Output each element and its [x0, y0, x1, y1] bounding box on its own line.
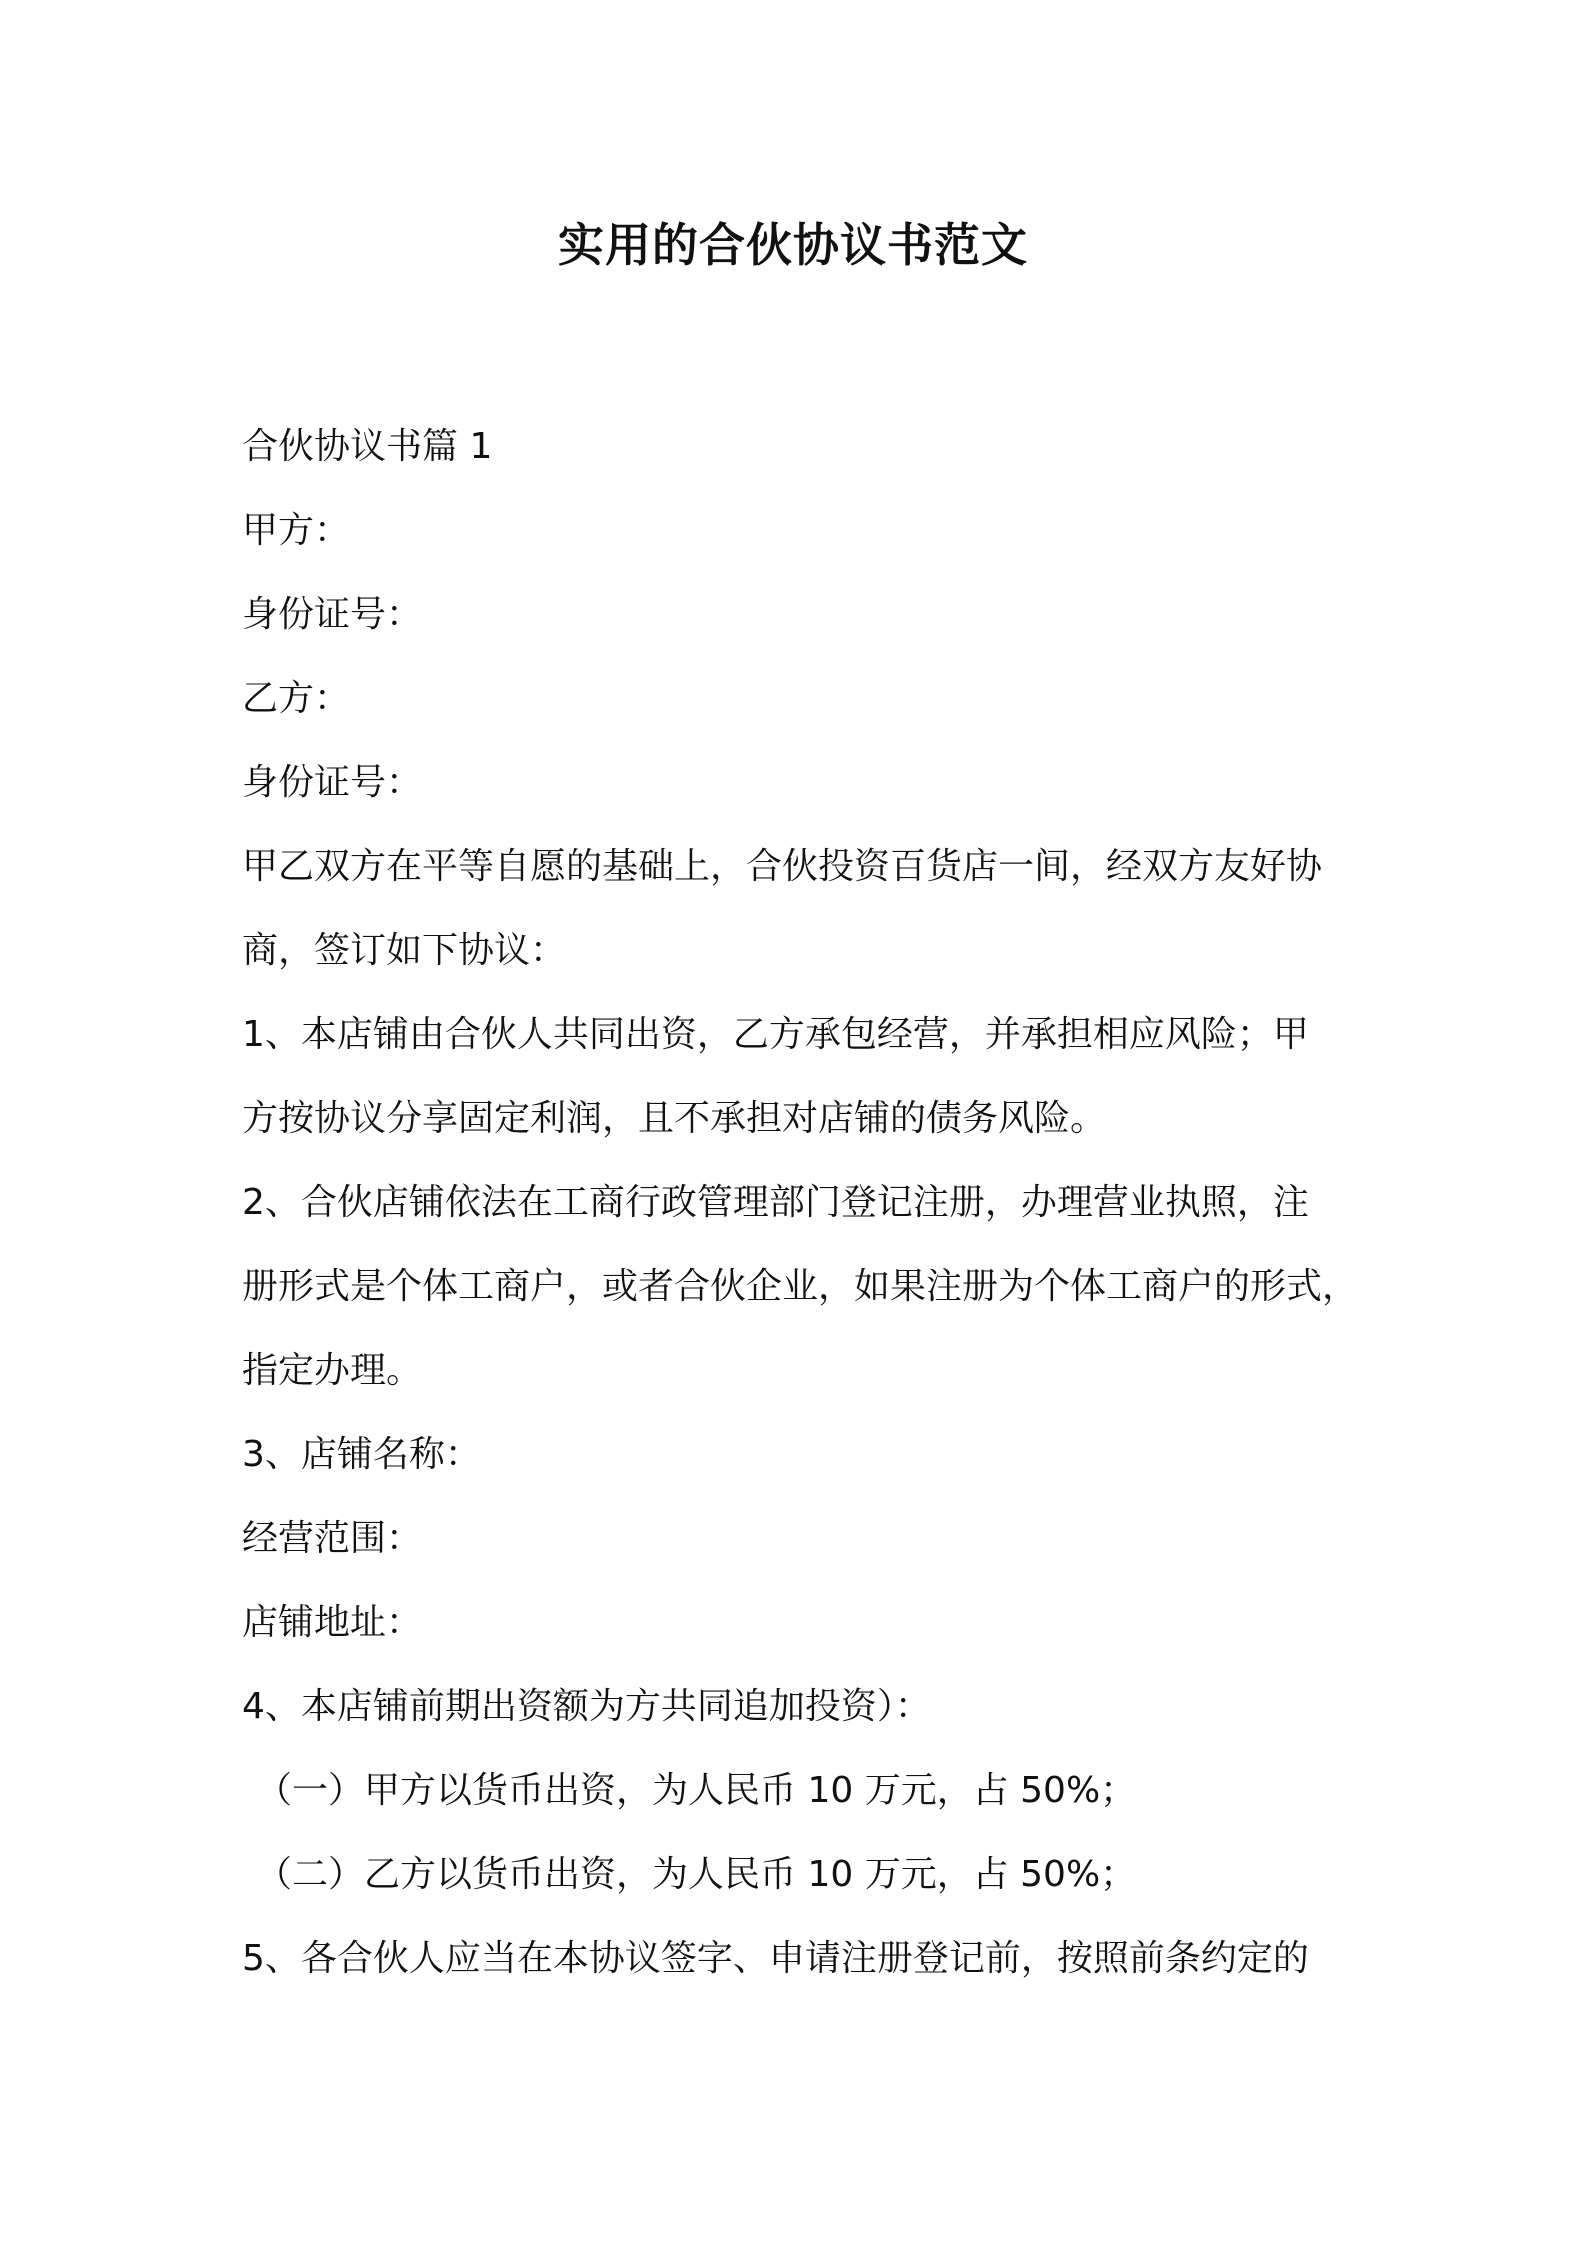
- clause-5-line: 5、各合伙人应当在本协议签字、申请注册登记前，按照前条约定的: [242, 1938, 1309, 1979]
- intro-paragraph-line: 甲乙双方在平等自愿的基础上，合伙投资百货店一间，经双方友好协: [242, 846, 1323, 887]
- clause-3-line: 3、店铺名称：: [242, 1434, 481, 1475]
- document-title: 实用的合伙协议书范文: [558, 218, 1028, 272]
- clause-2-line: 2、合伙店铺依法在工商行政管理部门登记注册，办理营业执照，注: [242, 1182, 1309, 1223]
- party-a-label: 甲方：: [242, 510, 351, 551]
- party-b-label: 乙方：: [242, 678, 351, 719]
- business-scope-label: 经营范围：: [242, 1518, 423, 1559]
- section-heading: 合伙协议书篇 1: [242, 426, 493, 467]
- clause-4-line: 4、本店铺前期出资额为方共同追加投资）：: [242, 1686, 931, 1727]
- document-body: [242, 405, 1362, 2001]
- clause-2-line: 册形式是个体工商户，或者合伙企业，如果注册为个体工商户的形式，: [242, 1266, 1359, 1307]
- store-address-label: 店铺地址：: [242, 1602, 423, 1643]
- party-a-id-label: 身份证号：: [242, 594, 423, 635]
- clause-4-item-2: （二）乙方以货币出资，为人民币 10 万元，占 50%；: [256, 1854, 1137, 1895]
- clause-2-line: 指定办理。: [242, 1350, 423, 1391]
- clause-1-line: 方按协议分享固定利润，且不承担对店铺的债务风险。: [242, 1098, 1107, 1139]
- clause-1-line: 1、本店铺由合伙人共同出资，乙方承包经营，并承担相应风险；甲: [242, 1014, 1309, 1055]
- party-b-id-label: 身份证号：: [242, 762, 423, 803]
- clause-4-item-1: （一）甲方以货币出资，为人民币 10 万元，占 50%；: [256, 1770, 1137, 1811]
- intro-paragraph-line: 商，签订如下协议：: [242, 930, 567, 971]
